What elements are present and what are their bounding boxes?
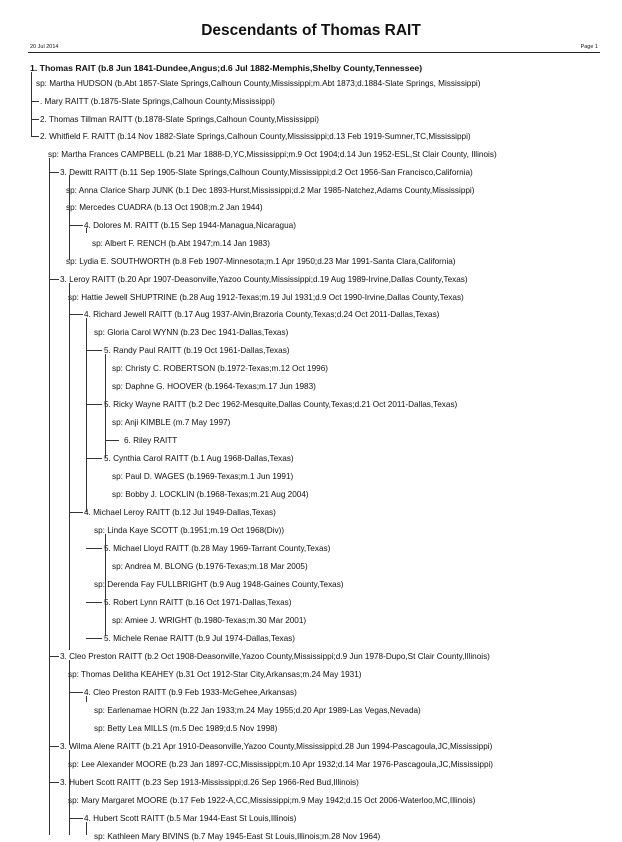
person-entry: 3. Dewitt RAITT (b.11 Sep 1905-Slate Springs,Calhoun County,Mississippi;d.2 Oct 1956-San Francisco,California) xyxy=(60,168,473,177)
tree-connector-vertical xyxy=(69,750,70,835)
tree-connector-vertical xyxy=(105,534,106,636)
person-entry: 5. Robert Lynn RAITT (b.16 Oct 1971-Dallas,Texas) xyxy=(104,598,292,607)
tree-connector-horizontal xyxy=(69,314,83,315)
spouse-entry: sp: Anna Clarice Sharp JUNK (b.1 Dec 1893-Hurst,Mississippi;d.2 Mar 1985-Natchez,Adams County,Mississippi) xyxy=(66,186,475,195)
spouse-entry: sp: Earlenamae HORN (b.22 Jan 1933;m.24 May 1955;d.20 Apr 1989-Las Vegas,Nevada) xyxy=(94,706,421,715)
tree-connector-horizontal xyxy=(31,101,39,102)
tree-connector-horizontal xyxy=(49,746,59,747)
person-entry: 5. Randy Paul RAITT (b.19 Oct 1961-Dallas,Texas) xyxy=(104,346,290,355)
tree-connector-vertical xyxy=(105,354,106,458)
tree-connector-horizontal xyxy=(86,638,102,639)
tree-connector-horizontal xyxy=(69,512,83,513)
person-entry: . Mary RAITT (b.1875-Slate Springs,Calhoun County,Mississippi) xyxy=(40,97,275,106)
spouse-entry: sp: Betty Lea MILLS (m.5 Dec 1989;d.5 Nov 1998) xyxy=(94,724,278,733)
header-rule xyxy=(28,52,600,53)
spouse-entry: sp: Bobby J. LOCKLIN (b.1968-Texas;m.21 Aug 2004) xyxy=(112,490,309,499)
spouse-entry: sp: Andrea M. BLONG (b.1976-Texas;m.18 Mar 2005) xyxy=(112,562,308,571)
person-entry: 1. Thomas RAIT (b.8 Jun 1841-Dundee,Angus;d.6 Jul 1882-Memphis,Shelby County,Tennessee) xyxy=(30,63,423,73)
tree-connector-horizontal xyxy=(31,119,39,120)
person-entry: 4. Hubert Scott RAITT (b.5 Mar 1944-East St Louis,Illinois) xyxy=(84,814,297,823)
tree-connector-vertical xyxy=(69,175,70,260)
spouse-entry: sp: Hattie Jewell SHUPTRINE (b.28 Aug 1912-Texas;m.19 Jul 1931;d.9 Oct 1990-Irvine,Dallas County,Texas) xyxy=(68,293,464,302)
report-date: 20 Jul 2014 xyxy=(30,44,59,50)
person-entry: 3. Hubert Scott RAITT (b.23 Sep 1913-Mississippi;d.26 Sep 1966-Red Bud,Illinois) xyxy=(60,778,359,787)
spouse-entry: sp: Derenda Fay FULLBRIGHT (b.9 Aug 1948-Gaines County,Texas) xyxy=(94,580,344,589)
tree-connector-horizontal xyxy=(49,656,59,657)
tree-connector-horizontal xyxy=(69,225,83,226)
report-title: Descendants of Thomas RAIT xyxy=(201,22,421,39)
person-entry: 5. Cynthia Carol RAITT (b.1 Aug 1968-Dallas,Texas) xyxy=(104,454,294,463)
spouse-entry: sp: Gloria Carol WYNN (b.23 Dec 1941-Dallas,Texas) xyxy=(94,328,289,337)
tree-connector-horizontal xyxy=(86,404,102,405)
person-entry: 2. Thomas Tillman RAITT (b.1878-Slate Springs,Calhoun County,Mississippi) xyxy=(40,115,319,124)
spouse-entry: sp: Mercedes CUADRA (b.13 Oct 1908;m.2 Jan 1944) xyxy=(66,203,263,212)
spouse-entry: sp: Lee Alexander MOORE (b.23 Jan 1897-CC,Mississippi;m.10 Apr 1932;d.14 Mar 1976-Pascagoula,JC,Mississippi) xyxy=(68,760,494,769)
spouse-entry: sp: Kathleen Mary BIVINS (b.7 May 1945-East St Louis,Illinois;m.28 Nov 1964) xyxy=(94,832,381,841)
person-entry: 4. Cleo Preston RAITT (b.9 Feb 1933-McGehee,Arkansas) xyxy=(84,688,297,697)
person-entry: 2. Whitfield F. RAITT (b.14 Nov 1882-Slate Springs,Calhoun County,Mississippi;d.13 Feb 1919-Sumner,TC,Mississippi) xyxy=(40,132,471,141)
spouse-entry: sp: Anji KIMBLE (m.7 May 1997) xyxy=(112,418,231,427)
tree-connector-horizontal xyxy=(49,279,59,280)
person-entry: 3. Cleo Preston RAITT (b.2 Oct 1908-Deasonville,Yazoo County,Mississippi;d.9 Jun 1978-Dupo,St Clair County,Illinois) xyxy=(60,652,490,661)
spouse-entry: sp: Linda Kaye SCOTT (b.1951;m.19 Oct 1968(Div)) xyxy=(94,526,285,535)
page-number: Page 1 xyxy=(580,44,598,50)
tree-connector-horizontal xyxy=(49,172,59,173)
tree-connector-horizontal xyxy=(69,692,83,693)
tree-connector-vertical xyxy=(86,822,87,835)
spouse-entry: sp: Christy C. ROBERTSON (b.1972-Texas;m.12 Oct 1996) xyxy=(112,364,328,373)
tree-connector-vertical xyxy=(69,660,70,745)
spouse-entry: sp: Lydia E. SOUTHWORTH (b.8 Feb 1907-Minnesota;m.1 Apr 1950;d.23 Mar 1991-Santa Clara,California) xyxy=(66,257,456,266)
tree-connector-horizontal xyxy=(86,458,102,459)
tree-connector-horizontal xyxy=(49,782,59,783)
spouse-entry: sp: Daphne G. HOOVER (b.1964-Texas;m.17 Jun 1983) xyxy=(112,382,316,391)
tree-connector-horizontal xyxy=(86,602,102,603)
person-entry: 4. Michael Leroy RAITT (b.12 Jul 1949-Dallas,Texas) xyxy=(84,508,276,517)
person-entry: 4. Dolores M. RAITT (b.15 Sep 1944-Managua,Nicaragua) xyxy=(84,221,296,230)
person-entry: 3. Wilma Alene RAITT (b.21 Apr 1910-Deasonville,Yazoo County,Mississippi;d.28 Jun 1994-Pascagoula,JC,Mississippi) xyxy=(60,742,493,751)
spouse-entry: sp: Mary Margaret MOORE (b.17 Feb 1922-A,CC,Mississippi;m.9 May 1942;d.15 Oct 2006-Waterloo,MC,Illinois) xyxy=(68,796,476,805)
tree-connector-horizontal xyxy=(86,548,102,549)
tree-connector-vertical xyxy=(31,72,32,137)
person-entry: 6. Riley RAITT xyxy=(124,436,178,445)
tree-connector-vertical xyxy=(49,158,50,835)
tree-connector-horizontal xyxy=(86,350,102,351)
person-entry: 5. Ricky Wayne RAITT (b.2 Dec 1962-Mesquite,Dallas County,Texas;d.21 Oct 2011-Dallas,Texas) xyxy=(104,400,458,409)
spouse-entry: sp: Paul D. WAGES (b.1969-Texas;m.1 Jun 1991) xyxy=(112,472,294,481)
tree-connector-vertical xyxy=(69,283,70,650)
tree-connector-vertical xyxy=(86,228,87,233)
person-entry: 5. Michael Lloyd RAITT (b.28 May 1969-Tarrant County,Texas) xyxy=(104,544,331,553)
spouse-entry: sp: Martha HUDSON (b.Abt 1857-Slate Springs,Calhoun County,Mississippi;m.Abt 1873;d.1884-Slate Springs, Mississippi) xyxy=(36,79,481,88)
tree-connector-horizontal xyxy=(31,136,39,137)
spouse-entry: sp: Albert F. RENCH (b.Abt 1947;m.14 Jan 1983) xyxy=(92,239,270,248)
tree-connector-horizontal xyxy=(105,440,119,441)
person-entry: 4. Richard Jewell RAITT (b.17 Aug 1937-Alvin,Brazoria County,Texas;d.24 Oct 2011-Dallas,Texas) xyxy=(84,310,440,319)
spouse-entry: sp: Thomas Delitha KEAHEY (b.31 Oct 1912-Star City,Arkansas;m.24 May 1931) xyxy=(68,670,362,679)
spouse-entry: sp: Martha Frances CAMPBELL (b.21 Mar 1888-D,YC,Mississippi;m.9 Oct 1904;d.14 Jun 1952-ESL,St Clair County, Illinois) xyxy=(48,150,497,159)
person-entry: 3. Leroy RAITT (b.20 Apr 1907-Deasonville,Yazoo County,Mississippi;d.19 Aug 1989-Irvine,Dallas County,Texas) xyxy=(60,275,468,284)
tree-connector-vertical xyxy=(86,318,87,512)
tree-connector-vertical xyxy=(86,696,87,702)
person-entry: 5. Michele Renae RAITT (b.9 Jul 1974-Dallas,Texas) xyxy=(104,634,295,643)
tree-connector-horizontal xyxy=(69,818,83,819)
spouse-entry: sp: Amiee J. WRIGHT (b.1980-Texas;m.30 Mar 2001) xyxy=(112,616,307,625)
